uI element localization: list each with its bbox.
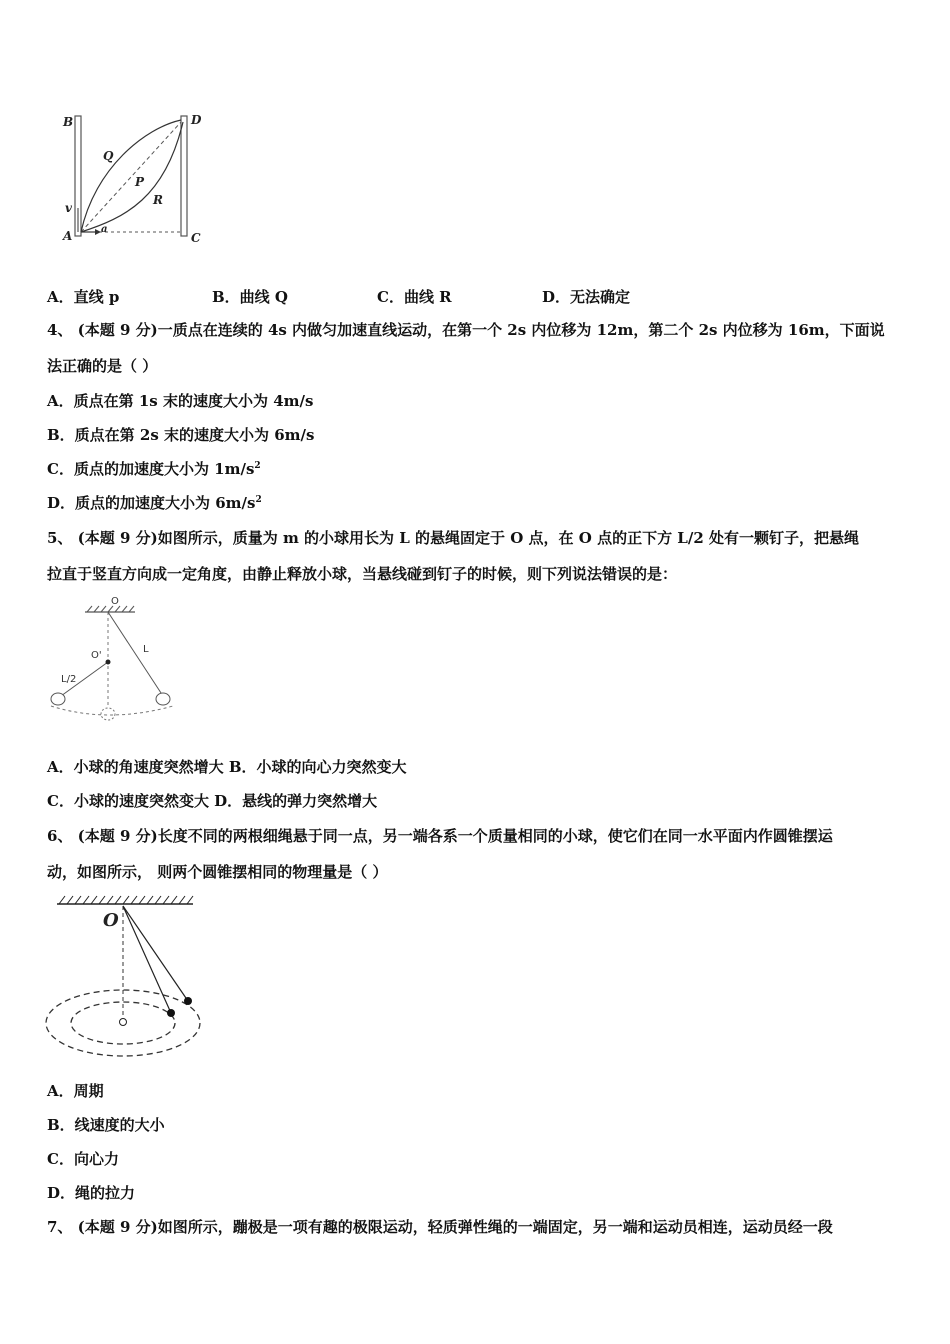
q3-option-b: B．曲线 Q (212, 288, 288, 306)
label-O: O (103, 910, 119, 931)
q5-stem-line2: 拉直于竖直方向成一定角度，由静止释放小球，当悬线碰到钉子的时候，则下列说法错误的是： (47, 565, 678, 583)
label-Q: Q (103, 149, 114, 163)
label-a: a (101, 224, 108, 235)
q3-option-a: A．直线 p (47, 288, 120, 306)
q6-stem-line1: 6、 (本题 9 分)长度不同的两根细绳悬于同一点，另一端各系一个质量相同的小球，使它们在同一水平面内作圆锥摆运 (47, 827, 833, 845)
label-O-prime: O' (91, 650, 102, 661)
q4-stem-line1: 4、 (本题 9 分)一质点在连续的 4s 内做匀加速直线运动，在第一个 2s 内位移为 12m，第二个 2s 内位移为 16m，下面说 (47, 321, 885, 339)
label-R: R (153, 193, 163, 207)
label-B: B (63, 115, 74, 129)
q5-options-line2: C．小球的速度突然变大 D．悬线的弹力突然增大 (47, 792, 378, 810)
q6-option-c: C．向心力 (47, 1150, 119, 1168)
label-A: A (63, 229, 73, 243)
q4-option-c: C．质点的加速度大小为 $1m/s^2$ (47, 460, 261, 478)
figure-pendulum-nail (45, 592, 185, 724)
q4-option-a: A．质点在第 1s 末的速度大小为 4m/s (47, 392, 314, 410)
label-C: C (191, 231, 201, 245)
q6-option-b: B．线速度的大小 (47, 1116, 165, 1134)
q7-stem-line1: 7、 (本题 9 分)如图所示，蹦极是一项有趣的极限运动，轻质弹性绳的一端固定，另一端和运动员相连，运动员经一段 (47, 1218, 833, 1236)
q4-option-d: D．质点的加速度大小为 $6m/s^2$ (47, 494, 262, 512)
figure-conical-pendulum (45, 890, 210, 1065)
q5-options-line1: A．小球的角速度突然增大 B．小球的向心力突然变大 (47, 758, 407, 776)
figure-curves-diagram (55, 108, 215, 248)
label-v: v (65, 201, 72, 215)
q3-option-c: C．曲线 R (377, 288, 452, 306)
q4-option-b: B．质点在第 2s 末的速度大小为 6m/s (47, 426, 315, 444)
label-D: D (191, 113, 202, 127)
q5-stem-line1: 5、 (本题 9 分)如图所示，质量为 m 的小球用长为 L 的悬绳固定于 O 点，在 O 点的正下方 L/2 处有一颗钉子，把悬绳 (47, 529, 859, 547)
q4-stem-line2: 法正确的是（ ） (47, 357, 158, 375)
q3-options (47, 286, 747, 308)
label-P: P (135, 175, 145, 189)
label-L-half: L/2 (61, 674, 77, 685)
q6-stem-line2: 动，如图所示， 则两个圆锥摆相同的物理量是（ ） (47, 863, 388, 881)
label-O: O (111, 596, 119, 607)
q3-option-d: D．无法确定 (542, 288, 631, 306)
q6-option-a: A．周期 (47, 1082, 104, 1100)
q6-option-d: D．绳的拉力 (47, 1184, 136, 1202)
label-L: L (143, 644, 149, 655)
